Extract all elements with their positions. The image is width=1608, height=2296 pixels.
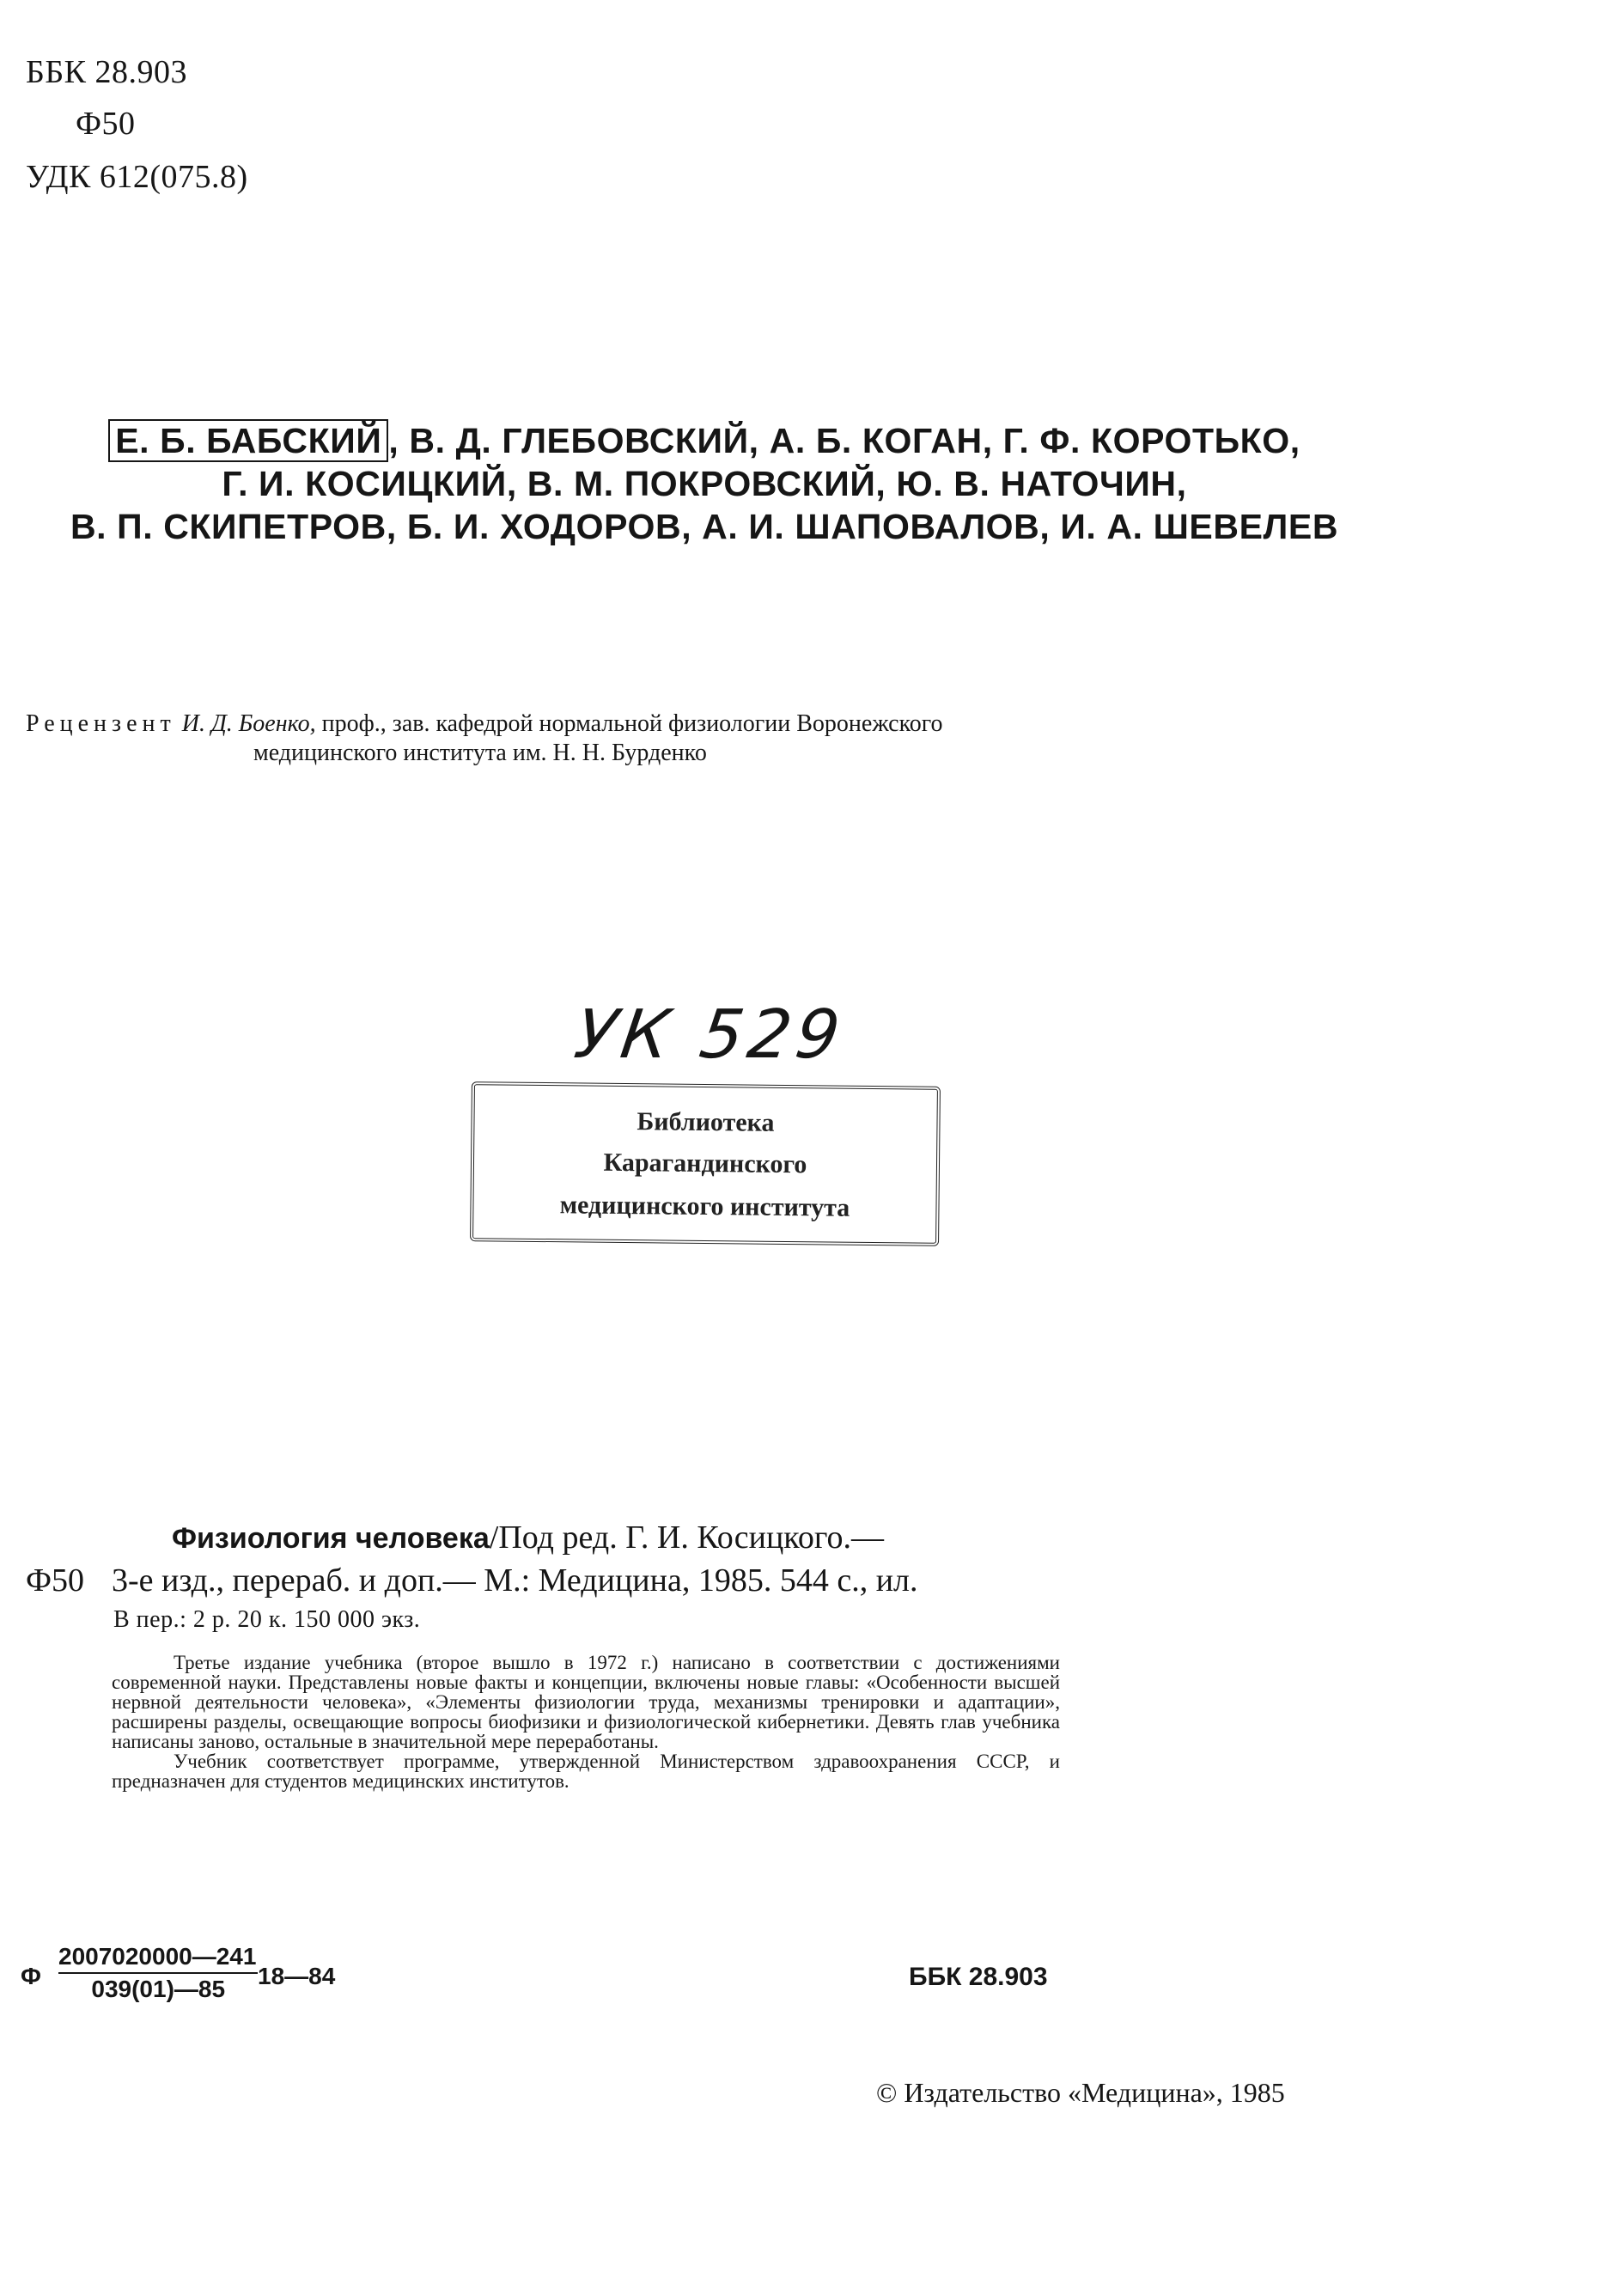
reviewer-name: И. Д. Боенко, (181, 710, 316, 737)
stamp-line-1: Библиотека (636, 1107, 775, 1137)
index-bbk: ББК 28.903 (909, 1963, 1048, 1991)
index-numerator: 2007020000—241 (58, 1943, 258, 1974)
catalog-title (172, 1519, 884, 1556)
reviewer-label: Рецензент (26, 710, 176, 737)
authors-line-1-rest: , В. Д. ГЛЕБОВСКИЙ, А. Б. КОГАН, Г. Ф. КОРОТЬКО, (388, 421, 1300, 460)
bbk-code: ББК 28.903 (26, 54, 187, 90)
index-denominator: 039(01)—85 (91, 1976, 226, 2002)
index-prefix: Ф (21, 1963, 41, 1989)
reviewer-line-2: медицинского института им. Н. Н. Бурденко (253, 740, 707, 766)
catalog-code: Ф50 (26, 1562, 85, 1599)
udk-code: УДК 612(075.8) (26, 159, 248, 195)
handwritten-note: УК 529 (570, 996, 850, 1074)
index-fraction (58, 1943, 258, 2003)
copyright: © Издательство «Медицина», 1985 (876, 2077, 1285, 2108)
authors-line-1 (26, 419, 1383, 462)
authors-line-2: Г. И. КОСИЦКИЙ, В. М. ПОКРОВСКИЙ, Ю. В. НАТОЧИН, (222, 464, 1187, 503)
abstract-paragraph-1: Третье издание учебника (второе вышло в 1972 г.) написано в соответствии с достижениями современной науки. Представлены новые факты и концепции, включены новые главы: «Особенности высшей нервной деятельности человека», «Элементы физиологии труда, механизмы тренировки и адаптации», расширены разделы, освещающие вопросы биофизики и физиологической кибернетики. Девять глав учебника написаны заново, остальные в значительной мере переработаны. (112, 1652, 1060, 1752)
stamp-line-2: Карагандинского (603, 1148, 807, 1179)
catalog-abstract (112, 1653, 1060, 1791)
catalog-edition: 3-е изд., перераб. и доп.— М.: Медицина, 1985. 544 с., ил. (112, 1562, 918, 1599)
abstract-paragraph-2: Учебник соответствует программе, утвержденной Министерством здравоохранения СССР, и предназначен для студентов медицинских институтов. (112, 1751, 1060, 1792)
cipher-code: Ф50 (76, 106, 136, 142)
author-boxed: Е. Б. БАБСКИЙ (108, 419, 388, 462)
authors-line-3: В. П. СКИПЕТРОВ, Б. И. ХОДОРОВ, А. И. ШАПОВАЛОВ, И. А. ШЕВЕЛЕВ (70, 507, 1339, 546)
catalog-title-bold: Физиология человека (172, 1522, 490, 1555)
library-stamp (470, 1081, 941, 1246)
authors-block (26, 419, 1383, 548)
reviewer-line-1: проф., зав. кафедрой нормальной физиологии Воронежского (315, 710, 943, 737)
catalog-title-rest: /Под ред. Г. И. Косицкого.— (489, 1520, 884, 1556)
index-suffix: 18—84 (258, 1963, 336, 1989)
stamp-line-3: медицинского института (559, 1191, 850, 1222)
reviewer-block (26, 710, 1383, 768)
catalog-price: В пер.: 2 р. 20 к. 150 000 экз. (113, 1606, 421, 1633)
